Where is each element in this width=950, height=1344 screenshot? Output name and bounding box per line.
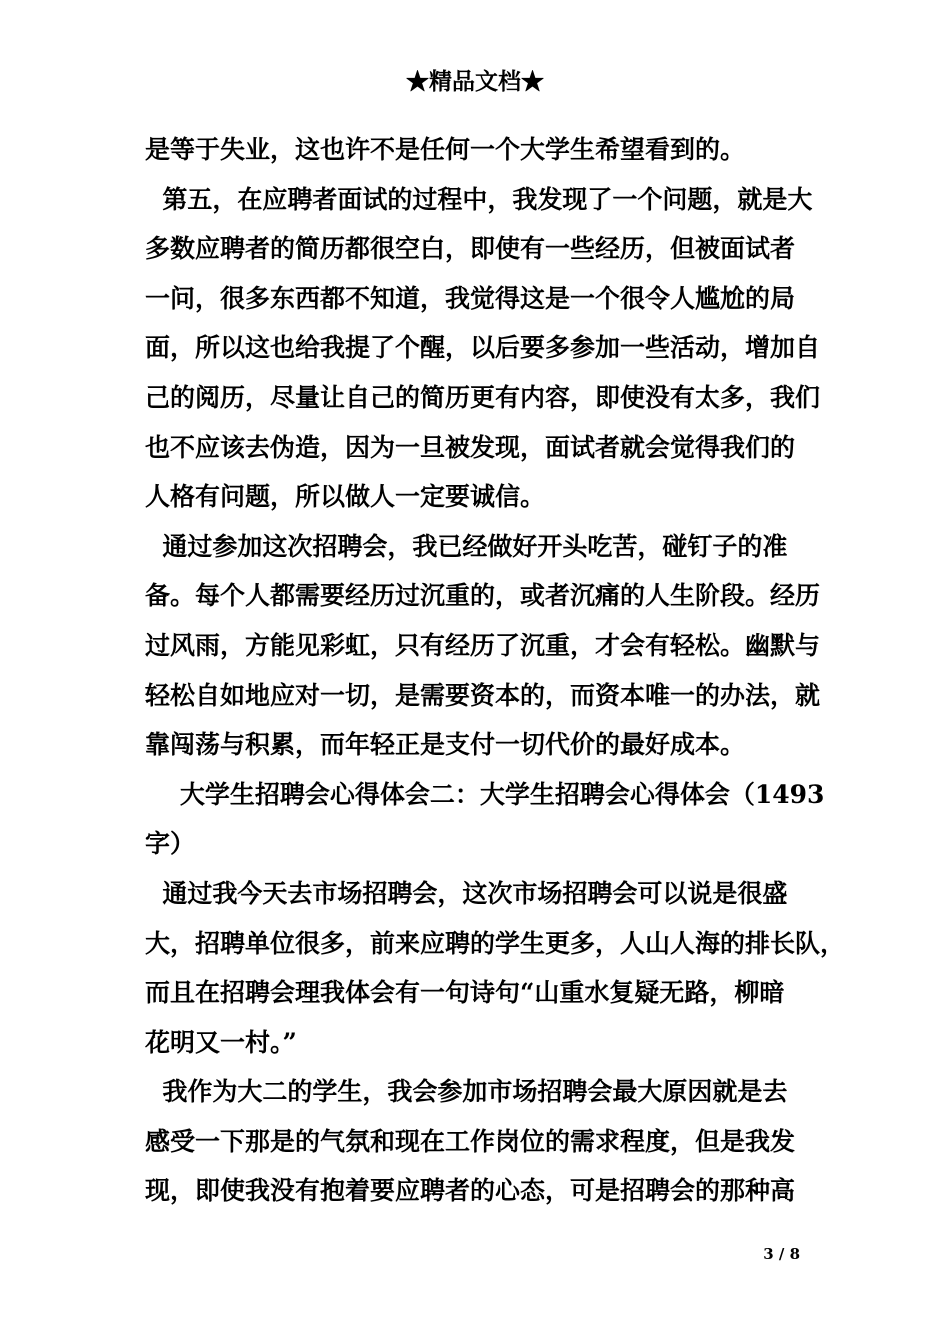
text-line: 多数应聘者的简历都很空白，即使有一些经历，但被面试者: [145, 234, 796, 264]
section-heading-line: 字）: [145, 829, 196, 859]
text-line: 第五，在应聘者面试的过程中，我发现了一个问题，就是大: [145, 184, 813, 214]
text-line: 通过参加这次招聘会，我已经做好开头吃苦，碰钉子的准: [145, 531, 788, 561]
section-heading-line: 大学生招聘会心得体会二：大学生招聘会心得体会（1493: [145, 779, 825, 809]
text-line: 感受一下那是的气氛和现在工作岗位的需求程度，但是我发: [145, 1126, 796, 1156]
text-line: 备。每个人都需要经历过沉重的，或者沉痛的人生阶段。经历: [145, 581, 821, 611]
page-header: ★精品文档★: [406, 68, 544, 95]
text-line: 花明又一村。”: [145, 1027, 297, 1057]
text-line: 而且在招聘会理我体会有一句诗句“山重水复疑无路，柳暗: [145, 978, 785, 1008]
text-line: 现，即使我没有抱着要应聘者的心态，可是招聘会的那种高: [145, 1176, 796, 1206]
text-line: 也不应该去伪造，因为一旦被发现，面试者就会觉得我们的: [145, 432, 796, 462]
text-line: 我作为大二的学生，我会参加市场招聘会最大原因就是去: [145, 1077, 788, 1107]
page-number: 3 / 8: [763, 1245, 800, 1263]
text-line: 大，招聘单位很多，前来应聘的学生更多，人山人海的排长队，: [145, 928, 846, 958]
text-line: 轻松自如地应对一切，是需要资本的，而资本唯一的办法，就: [145, 680, 821, 710]
document-body: [145, 125, 846, 1216]
text-line: 人格有问题，所以做人一定要诚信。: [145, 482, 546, 512]
text-line: 面，所以这也给我提了个醒，以后要多参加一些活动，增加自: [145, 333, 821, 363]
text-line: 一问，很多东西都不知道，我觉得这是一个很令人尴尬的局: [145, 283, 796, 313]
text-line: 是等于失业，这也许不是任何一个大学生希望看到的。: [145, 135, 746, 164]
text-line: 过风雨，方能见彩虹，只有经历了沉重，才会有轻松。幽默与: [145, 630, 821, 660]
text-line: 己的阅历，尽量让自己的简历更有内容，即使没有太多，我们: [145, 382, 821, 412]
text-line: 靠闯荡与积累，而年轻正是支付一切代价的最好成本。: [145, 730, 746, 760]
text-line: 通过我今天去市场招聘会，这次市场招聘会可以说是很盛: [145, 878, 788, 908]
